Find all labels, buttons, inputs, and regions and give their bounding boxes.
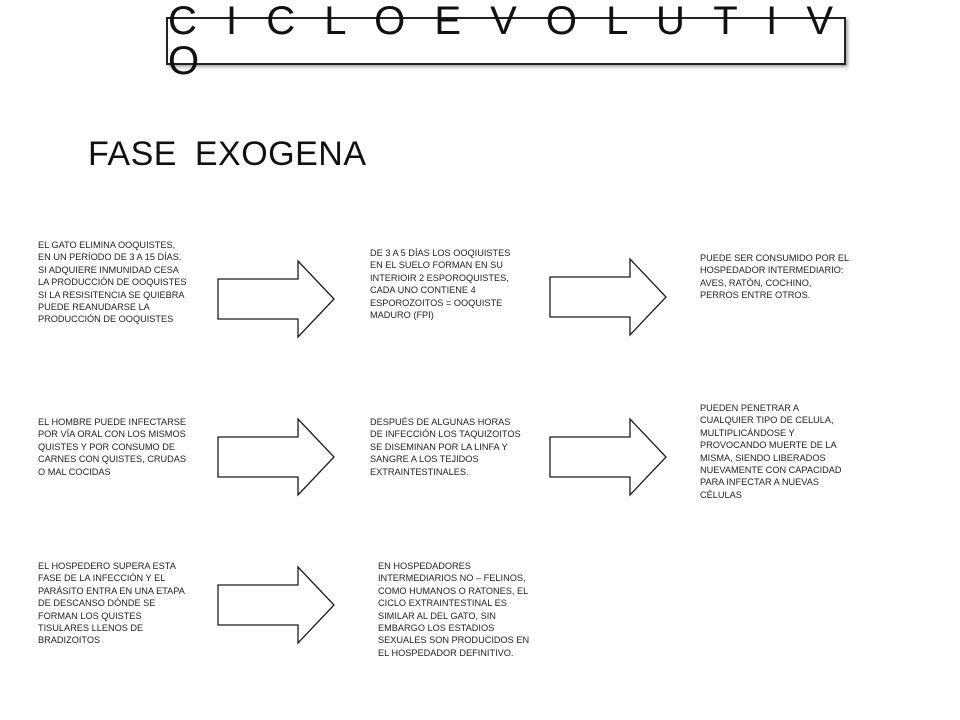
row2-middle-text: DESPUÉS DE ALGUNAS HORAS DE INFECCIÓN LOS TAQUIZOITOS SE DISEMINAN POR LA LINFA Y SANGRE A LOS TEJIDOS EXTRAINTESTINALES. (370, 417, 521, 477)
title-box (166, 0, 846, 83)
right-block-arrow-icon (548, 418, 668, 496)
right-block-arrow-icon (216, 566, 336, 644)
row3-left-text: EL HOSPEDERO SUPERA ESTA FASE DE LA INFECCIÓN Y EL PARÁSITO ENTRA EN UNA ETAPA DE DESCANSO DÓNDE SE FORMAN LOS QUISTES TISULARES LLENOS DE BRADIZOITOS (38, 561, 185, 646)
phase-heading: FASE EXOGENA (88, 135, 367, 173)
right-block-arrow-icon (216, 418, 336, 496)
row3-middle-text: EN HOSPEDADORES INTERMEDIARIOS NO – FELINOS, COMO HUMANOS O RATONES, EL CICLO EXTRAINTESTINAL ES SIMILAR AL DEL GATO, SIN EMBARGO LOS ESTADIOS SEXUALES SON PRODUCIDOS EN EL HOSPEDADOR DEFINITIVO. (378, 561, 530, 658)
right-block-arrow-icon (216, 260, 336, 338)
page-title: C I C L O E V O L U T I V O (168, 0, 843, 83)
row2-right-text: PUEDEN PENETRAR A CUALQUIER TIPO DE CELULA, MULTIPLICÁNDOSE Y PROVOCANDO MUERTE DE LA MISMA, SIENDO LIBERADOS NUEVAMENTE CON CAPACIDAD PARA INFECTAR A NUEVAS CÉLULAS (700, 403, 842, 500)
right-block-arrow-icon (548, 258, 668, 336)
row1-middle-text: DE 3 A 5 DÍAS LOS OOQIUISTES EN EL SUELO FORMAN EN SU INTERIOIR 2 ESPOROQUISTES, CADA UNO CONTIENE 4 ESPOROZOITOS = OOQUISTE MADURO (FPI) (370, 248, 511, 321)
row2-left-text: EL HOMBRE PUEDE INFECTARSE POR VÍA ORAL CON LOS MISMOS QUISTES Y POR CONSUMO DE CARNES CON QUISTES, CRUDAS O MAL COCIDAS (38, 417, 187, 477)
row1-left-text: EL GATO ELIMINA OOQUISTES, EN UN PERÍODO DE 3 A 15 DÍAS. SI ADQUIERE INMUNIDAD CESA LA PRODUCCIÓN DE OOQUISTES SI LA RESISITENCIA SE QUIEBRA PUEDE REANUDARSE LA PRODUCCIÓN DE OOQUISTES (38, 240, 187, 325)
row1-right-text: PUEDE SER CONSUMIDO POR EL HOSPEDADOR INTERMEDIARIO: AVES, RATÓN, COCHINO, PERROS ENTRE OTROS. (700, 253, 850, 301)
